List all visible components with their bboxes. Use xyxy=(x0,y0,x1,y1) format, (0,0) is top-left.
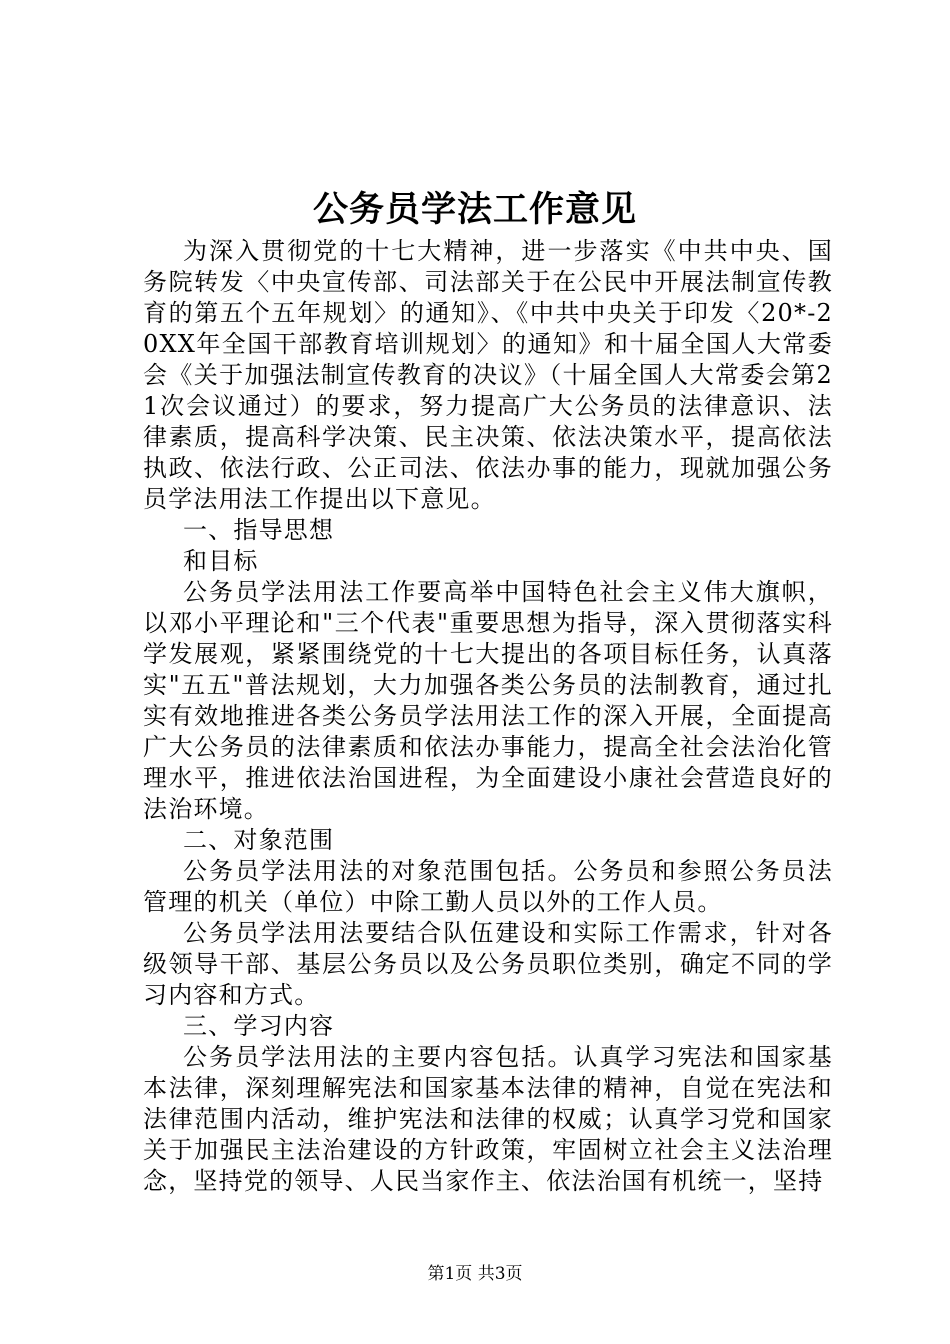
section-heading-guiding-thought: 一、指导思想 xyxy=(183,516,335,544)
paragraph-content: 公务员学法用法的主要内容包括。认真学习宪法和国家基本法律，深刻理解宪法和国家基本法律的精神，自觉在宪法和法律范围内活动，维护宪法和法律的权威；认真学习党和国家关于加强民主法治建设的方针政策，牢固树立社会主义法治理念，坚持党的领导、人民当家作主、依法治国有机统一，坚持 xyxy=(143,1043,833,1195)
paragraph-guiding-thought: 公务员学法用法工作要高举中国特色社会主义伟大旗帜，以邓小平理论和"三个代表"重要思想为指导，深入贯彻落实科学发展观，紧紧围绕党的十七大提出的各项目标任务，认真落实"五五"普法规划，大力加强各类公务员的法制教育，通过扎实有效地推进各类公务员学法用法工作的深入开展，全面提高广大公务员的法律素质和依法办事能力，提高全社会法治化管理水平，推进依法治国进程，为全面建设小康社会营造良好的法治环境。 xyxy=(143,578,833,823)
section-heading-scope: 二、对象范围 xyxy=(183,826,335,854)
document-body xyxy=(143,236,833,1197)
paragraph-scope-2: 公务员学法用法要结合队伍建设和实际工作需求，针对各级领导干部、基层公务员以及公务员职位类别，确定不同的学习内容和方式。 xyxy=(143,919,833,1009)
paragraph-intro: 为深入贯彻党的十七大精神，进一步落实《中共中央、国务院转发〈中央宣传部、司法部关于在公民中开展法制宣传教育的第五个五年规划〉的通知》、《中共中央关于印发〈20*-20XX年全国干部教育培训规划〉的通知》和十届全国人大常委会《关于加强法制宣传教育的决议》（十届全国人大常委会第21次会议通过）的要求，努力提高广大公务员的法律意识、法律素质，提高科学决策、民主决策、依法决策水平，提高依法执政、依法行政、公正司法、依法办事的能力，现就加强公务员学法用法工作提出以下意见。 xyxy=(143,237,833,513)
section-heading-content: 三、学习内容 xyxy=(183,1012,335,1040)
section-heading-continuation: 和目标 xyxy=(183,547,259,575)
paragraph-scope-1: 公务员学法用法的对象范围包括。公务员和参照公务员法管理的机关（单位）中除工勤人员以外的工作人员。 xyxy=(143,857,833,916)
document-title: 公务员学法工作意见 xyxy=(312,189,637,230)
page-footer: 第1页 共3页 xyxy=(427,1264,523,1284)
